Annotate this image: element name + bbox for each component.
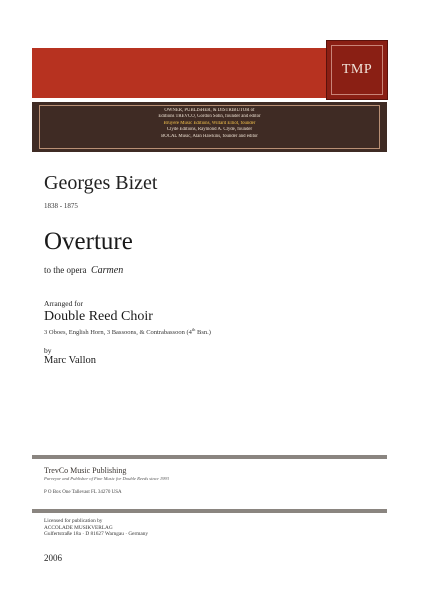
license-line-2: ACCOLADE MUSIKVERLAG bbox=[44, 524, 113, 531]
publisher-panel-line-4: BOCAL Music, Alan Hawkins, founder and editor bbox=[161, 133, 258, 139]
publisher-panel-line-2: Bruyere Music Editions, Willard Elliot, founder bbox=[163, 120, 256, 126]
publisher-panel-line-3: Clyde Editions, Raymond A. Clyde, founder bbox=[166, 127, 253, 133]
publisher-panel bbox=[32, 102, 387, 152]
by-label: by bbox=[44, 346, 52, 355]
opera-name: Carmen bbox=[90, 265, 124, 276]
divider-top bbox=[32, 455, 387, 459]
tmp-logo bbox=[326, 40, 388, 100]
instrumentation bbox=[44, 327, 211, 336]
license-block bbox=[44, 518, 148, 538]
publisher-panel-frame bbox=[39, 105, 380, 149]
ensemble-name: Double Reed Choir bbox=[44, 309, 153, 324]
composer-name: Georges Bizet bbox=[44, 172, 158, 194]
arranger-name: Marc Vallon bbox=[44, 355, 97, 366]
publisher-tagline: Purveyor and Publisher of Fine Music for Double Reeds since 1993 bbox=[44, 476, 170, 481]
license-line-1: Licensed for publication by bbox=[44, 518, 103, 524]
publisher-panel-heading: OWNER, PUBLISHER, & DISTRIBUTOR of bbox=[164, 108, 255, 113]
subtitle-prefix: to the opera bbox=[44, 265, 87, 275]
publication-year: 2006 bbox=[44, 553, 62, 563]
work-subtitle bbox=[44, 265, 123, 276]
publisher-name: TrevCo Music Publishing bbox=[44, 466, 127, 475]
divider-bottom bbox=[32, 509, 387, 513]
publisher-address: P O Box One Tallevast FL 34270 USA bbox=[44, 490, 122, 495]
arranged-for-label: Arranged for bbox=[44, 299, 83, 308]
instrumentation-end: Bsn.) bbox=[195, 329, 211, 337]
publisher-panel-line-1: Editions TREVCO, Gordon Sohn, founder and editor bbox=[158, 114, 261, 120]
license-line-3: Gulfertstraße 18a · D 81627 Warngau · Germany bbox=[44, 531, 149, 538]
instrumentation-sup: th bbox=[191, 327, 196, 332]
instrumentation-main: 3 Oboes, English Horn, 3 Bassoons, & Contrabassoon (4 bbox=[44, 329, 192, 337]
tmp-logo-text: TMP bbox=[331, 45, 383, 95]
work-title: Overture bbox=[44, 228, 133, 255]
composer-dates: 1838 - 1875 bbox=[44, 202, 78, 210]
